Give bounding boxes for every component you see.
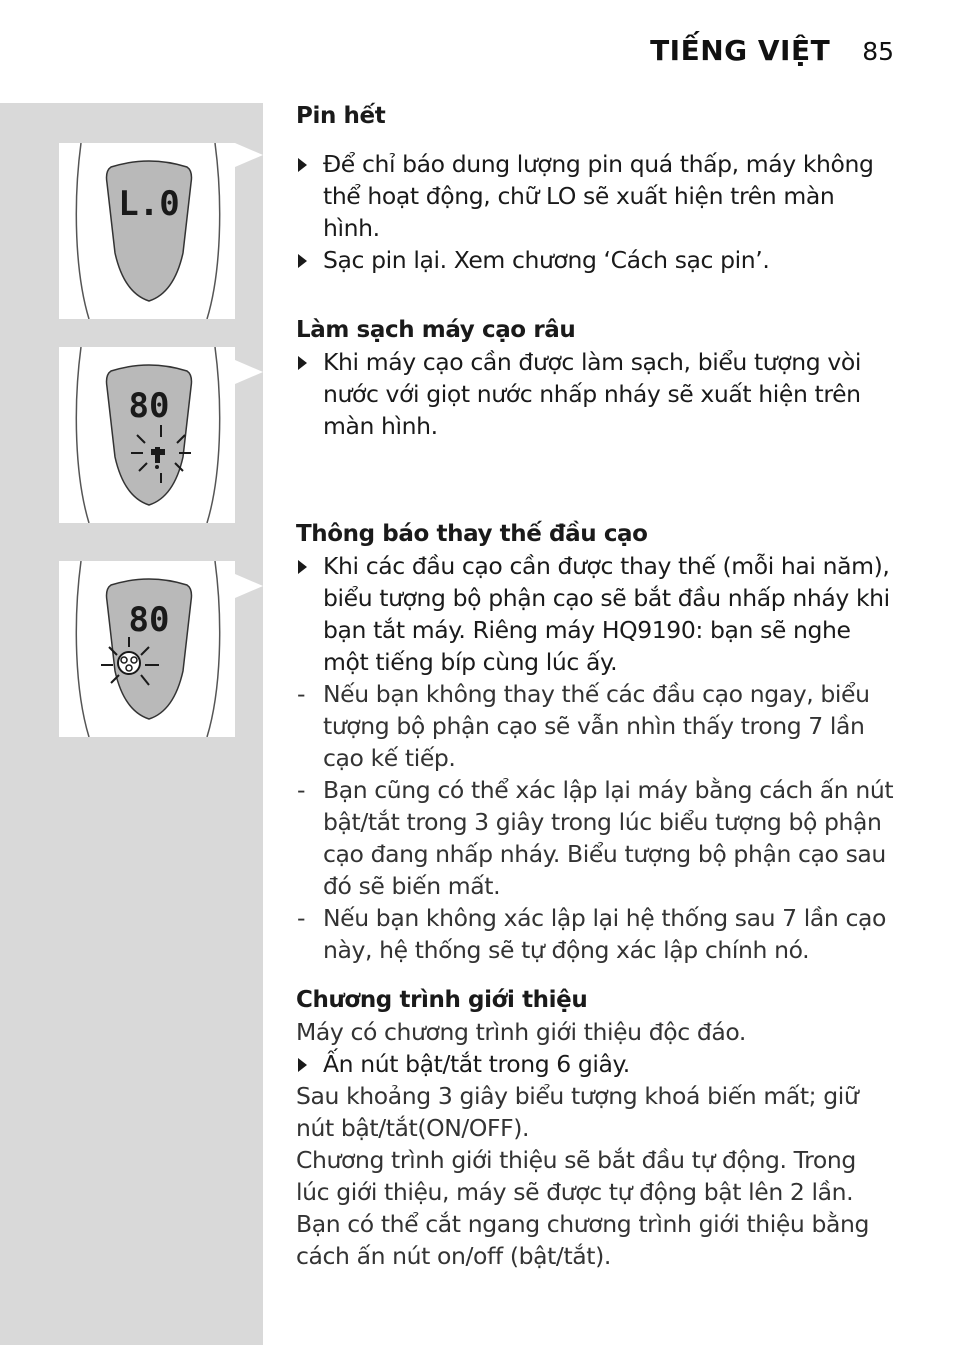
- section-title-replacement: Thông báo thay thế đầu cạo: [296, 521, 648, 547]
- section-title-demo: Chương trình giới thiệu: [296, 987, 588, 1013]
- paragraph: Chương trình giới thiệu sẽ bắt đầu tự động. Trong lúc giới thiệu, máy sẽ được tự động bật lên 2 lần. Bạn có thể cắt ngang chương trình giới thiệu bằng cách ấn nút on/off (bật/tắt).: [296, 1146, 870, 1270]
- section-title-cleaning: Làm sạch máy cạo râu: [296, 317, 576, 343]
- shaving-unit-icon: [118, 652, 140, 674]
- figure-low-battery: [59, 143, 235, 319]
- paragraph: Sau khoảng 3 giây biểu tượng khoá biến mất; giữ nút bật/tắt(ON/OFF).: [296, 1082, 859, 1142]
- figure-cleaning: [59, 347, 235, 523]
- display-text: L.0: [118, 184, 180, 224]
- dash-item: - Bạn cũng có thể xác lập lại máy bằng cách ấn nút bật/tắt trong 3 giây trong lúc biểu tượng bộ phận cạo đang nhấp nháy. Biểu tượng bộ phận cạo sau đó sẽ biến mất.: [296, 774, 896, 902]
- dash-item: - Nếu bạn không xác lập lại hệ thống sau 7 lần cạo này, hệ thống sẽ tự động xác lập chính nó.: [296, 902, 896, 966]
- language-title: TIẾNG VIỆT: [650, 34, 831, 67]
- display-text: 80: [128, 600, 170, 640]
- display-text: 80: [128, 386, 170, 426]
- shaver-display-illustration: [59, 347, 235, 523]
- dash-item: - Nếu bạn không thay thế các đầu cạo ngay, biểu tượng bộ phận cạo sẽ vẫn nhìn thấy trong 7 lần cạo kế tiếp.: [296, 678, 896, 774]
- bullet-item: Ấn nút bật/tắt trong 6 giây.: [296, 1048, 896, 1080]
- bullet-item: Sạc pin lại. Xem chương ‘Cách sạc pin’.: [296, 244, 896, 276]
- main-content: [296, 100, 896, 1272]
- figure-pointer: [235, 574, 263, 598]
- figure-pointer: [235, 360, 263, 384]
- bullet-item: Khi các đầu cạo cần được thay thế (mỗi hai năm), biểu tượng bộ phận cạo sẽ bắt đầu nhấp nháy khi bạn tắt máy. Riêng máy HQ9190: bạn sẽ nghe một tiếng bíp cùng lúc ấy.: [296, 550, 896, 678]
- figure-pointer: [235, 143, 263, 167]
- bullet-item: Khi máy cạo cần được làm sạch, biểu tượng vòi nước với giọt nước nhấp nháy sẽ xuất hiện trên màn hình.: [296, 346, 896, 442]
- shaver-display-illustration: [59, 561, 235, 737]
- section-title-battery: Pin hết: [296, 103, 386, 129]
- page-number: 85: [862, 37, 894, 66]
- page-header: [650, 34, 894, 67]
- shaver-display-illustration: [59, 143, 235, 319]
- figure-replacement: [59, 561, 235, 737]
- paragraph: Máy có chương trình giới thiệu độc đáo.: [296, 1018, 746, 1046]
- bullet-item: Để chỉ báo dung lượng pin quá thấp, máy không thể hoạt động, chữ LO sẽ xuất hiện trên màn hình.: [296, 148, 896, 244]
